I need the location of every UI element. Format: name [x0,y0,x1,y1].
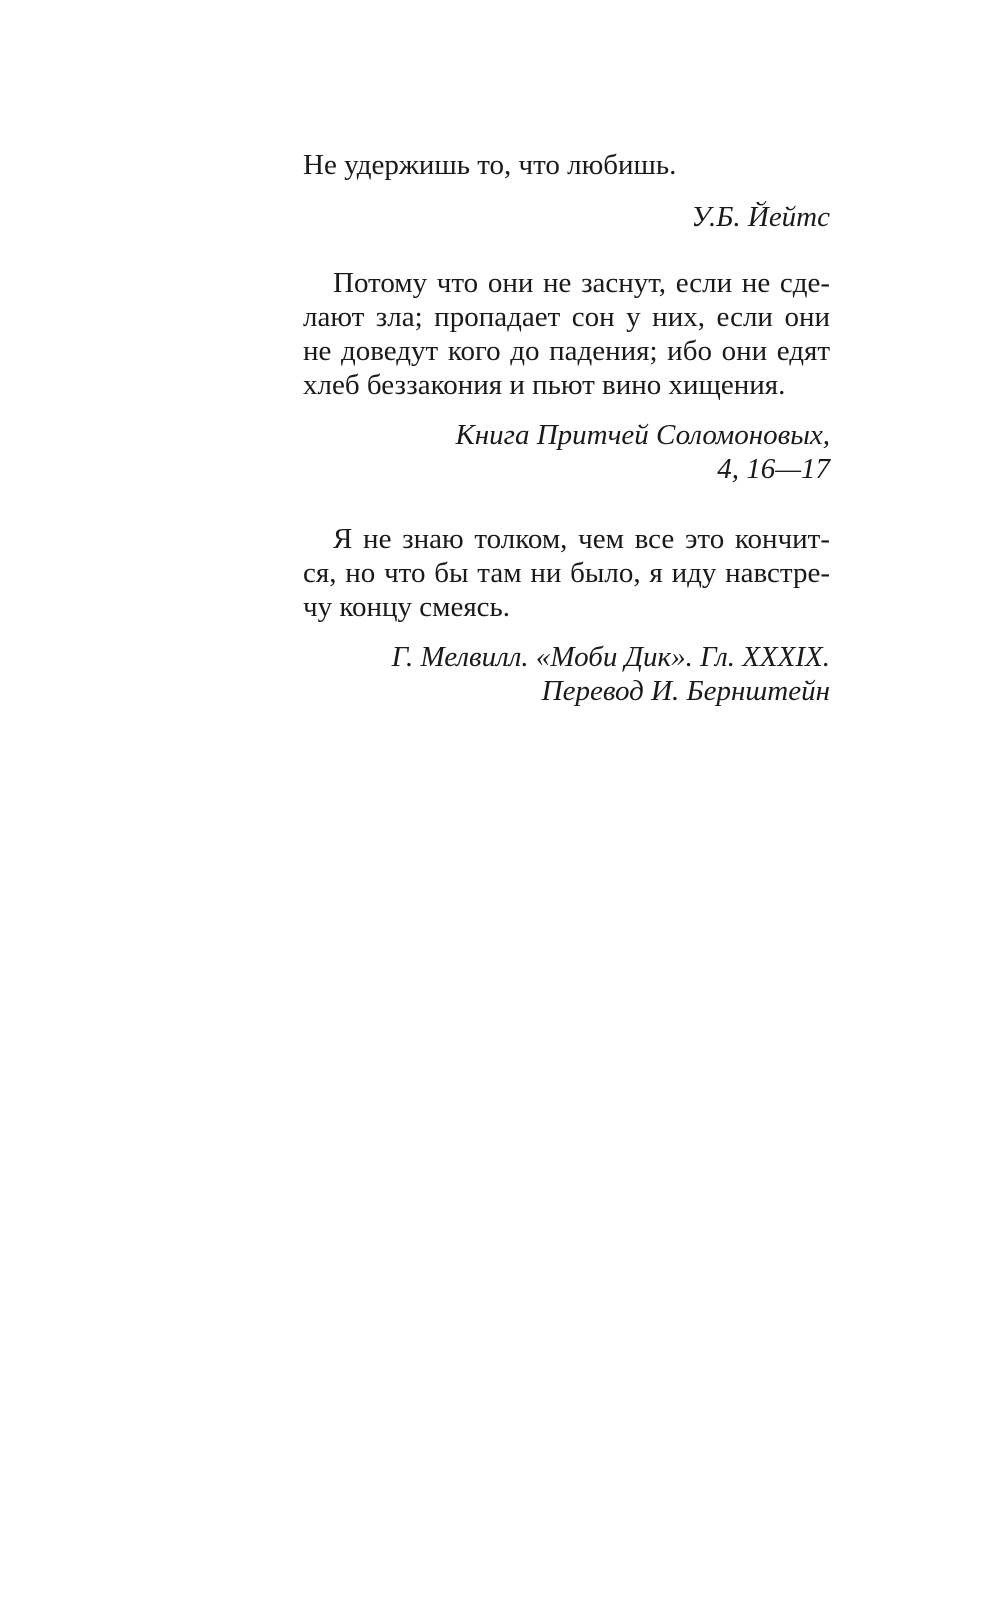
epigraph-attribution: 4, 16—17 [717,453,830,485]
epigraph-attribution: У.Б. Йейтс [691,201,830,233]
epigraph-text-line: лают зла; пропадает сон у них, если они [303,301,830,333]
epigraph-attribution: Книга Притчей Соломоновых, [455,419,830,451]
epigraph-text-line: Я не знаю толком, чем все это кончит- [333,523,830,555]
epigraph-text-line: хлеб беззакония и пьют вино хищения. [303,369,786,401]
epigraph-text-line: не доведут кого до падения; ибо они едят [303,335,830,367]
epigraph-text-line: чу концу смеясь. [303,591,511,623]
epigraph-text-line: Не удержишь то, что любишь. [303,149,677,181]
epigraph-attribution: Перевод И. Бернштейн [541,675,830,707]
epigraph-text-line: Потому что они не заснут, если не сде- [333,267,830,299]
epigraph-attribution: Г. Мелвилл. «Моби Дик». Гл. XXXIX. [391,641,830,673]
epigraph-text-line: ся, но что бы там ни было, я иду навстре- [303,557,830,589]
